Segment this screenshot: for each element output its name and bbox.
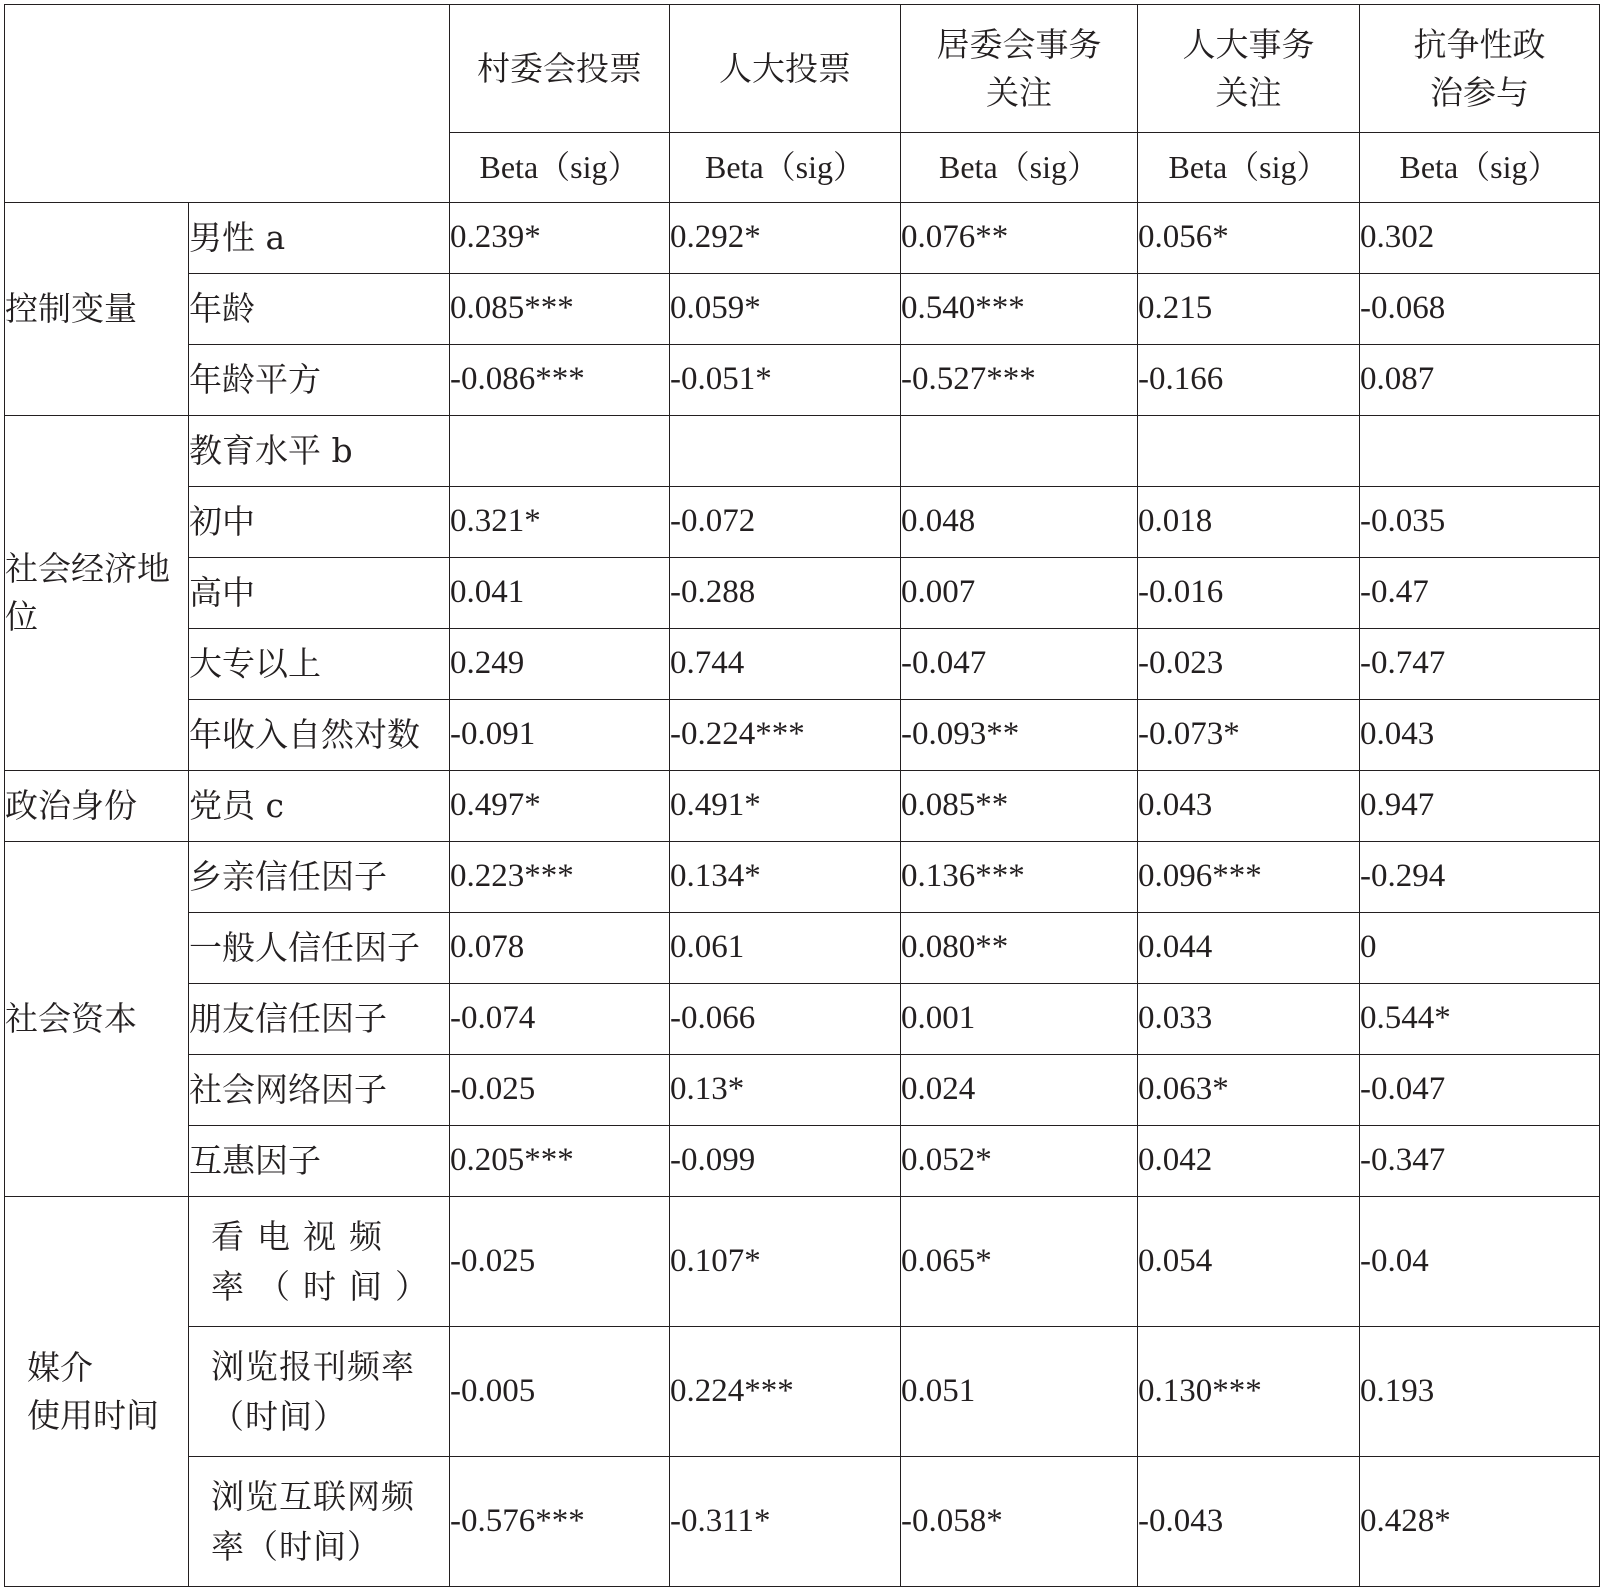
table-row	[5, 1197, 1600, 1327]
table-row	[5, 1327, 1600, 1457]
beta-value-cell: 0.056*	[1138, 203, 1360, 274]
variable-label: 年龄	[189, 274, 450, 345]
table-row	[5, 416, 1600, 487]
beta-value-cell: 0.033	[1138, 984, 1360, 1055]
beta-value-cell: -0.072	[670, 487, 901, 558]
beta-value-cell: 0.018	[1138, 487, 1360, 558]
table-header	[5, 5, 1600, 203]
beta-value-cell: -0.747	[1360, 629, 1600, 700]
beta-value-cell: -0.47	[1360, 558, 1600, 629]
beta-value-cell: -0.023	[1138, 629, 1360, 700]
table-row	[5, 274, 1600, 345]
beta-value-cell: 0.544*	[1360, 984, 1600, 1055]
column-header-resident-committee-attention: 居委会事务 关注	[901, 5, 1138, 133]
beta-value-cell: 0.007	[901, 558, 1138, 629]
beta-value-cell: -0.066	[670, 984, 901, 1055]
table-row	[5, 700, 1600, 771]
beta-value-cell: 0.491*	[670, 771, 901, 842]
beta-value-cell: -0.047	[901, 629, 1138, 700]
beta-value-cell: 0.054	[1138, 1197, 1360, 1327]
beta-value-cell: -0.025	[450, 1197, 670, 1327]
beta-value-cell: 0.063*	[1138, 1055, 1360, 1126]
table-row	[5, 984, 1600, 1055]
beta-value-cell: 0.107*	[670, 1197, 901, 1327]
table-row	[5, 1457, 1600, 1587]
beta-value-cell: -0.311*	[670, 1457, 901, 1587]
beta-value-cell: 0.048	[901, 487, 1138, 558]
beta-value-cell: 0.001	[901, 984, 1138, 1055]
beta-value-cell: 0.205***	[450, 1126, 670, 1197]
beta-value-cell: -0.091	[450, 700, 670, 771]
beta-value-cell: 0.076**	[901, 203, 1138, 274]
beta-value-cell: 0.239*	[450, 203, 670, 274]
variable-label: 互惠因子	[189, 1126, 450, 1197]
beta-value-cell: 0.136***	[901, 842, 1138, 913]
table-row	[5, 203, 1600, 274]
beta-value-cell: 0.428*	[1360, 1457, 1600, 1587]
table-row	[5, 913, 1600, 984]
beta-value-cell: 0.947	[1360, 771, 1600, 842]
table-row	[5, 842, 1600, 913]
beta-value-cell: 0.043	[1138, 771, 1360, 842]
beta-value-cell: 0.215	[1138, 274, 1360, 345]
beta-value-cell	[1360, 416, 1600, 487]
column-header-village-vote: 村委会投票	[450, 5, 670, 133]
beta-value-cell: 0.249	[450, 629, 670, 700]
beta-value-cell: -0.086***	[450, 345, 670, 416]
beta-value-cell: 0.024	[901, 1055, 1138, 1126]
beta-value-cell: 0.193	[1360, 1327, 1600, 1457]
beta-value-cell: 0.085**	[901, 771, 1138, 842]
group-control-variables: 控制变量	[5, 203, 189, 416]
beta-label: Beta（sig）	[1360, 133, 1600, 203]
regression-table	[4, 4, 1600, 1587]
variable-label: 高中	[189, 558, 450, 629]
column-header-npc-vote: 人大投票	[670, 5, 901, 133]
variable-label: 大专以上	[189, 629, 450, 700]
beta-value-cell: 0.292*	[670, 203, 901, 274]
beta-value-cell: -0.347	[1360, 1126, 1600, 1197]
beta-value-cell: 0.065*	[901, 1197, 1138, 1327]
beta-value-cell: -0.016	[1138, 558, 1360, 629]
beta-value-cell	[1138, 416, 1360, 487]
beta-value-cell: -0.288	[670, 558, 901, 629]
variable-label: 浏览互联网频率（时间）	[189, 1457, 450, 1587]
beta-value-cell: 0.043	[1360, 700, 1600, 771]
beta-value-cell: 0	[1360, 913, 1600, 984]
beta-value-cell: -0.043	[1138, 1457, 1360, 1587]
table-row	[5, 487, 1600, 558]
variable-label: 朋友信任因子	[189, 984, 450, 1055]
variable-label: 社会网络因子	[189, 1055, 450, 1126]
beta-value-cell: 0.061	[670, 913, 901, 984]
beta-value-cell: -0.099	[670, 1126, 901, 1197]
beta-value-cell: -0.068	[1360, 274, 1600, 345]
beta-value-cell: -0.005	[450, 1327, 670, 1457]
beta-value-cell: 0.085***	[450, 274, 670, 345]
table-row	[5, 629, 1600, 700]
beta-value-cell: 0.497*	[450, 771, 670, 842]
beta-value-cell: 0.302	[1360, 203, 1600, 274]
beta-value-cell: -0.527***	[901, 345, 1138, 416]
table-row	[5, 771, 1600, 842]
beta-value-cell: 0.096***	[1138, 842, 1360, 913]
table-body	[5, 203, 1600, 1587]
beta-value-cell: 0.059*	[670, 274, 901, 345]
variable-label: 一般人信任因子	[189, 913, 450, 984]
beta-value-cell: -0.051*	[670, 345, 901, 416]
variable-label: 党员 c	[189, 771, 450, 842]
beta-value-cell: -0.058*	[901, 1457, 1138, 1587]
group-socioeconomic-status: 社会经济地位	[5, 416, 189, 771]
beta-value-cell: 0.044	[1138, 913, 1360, 984]
variable-label: 年收入自然对数	[189, 700, 450, 771]
beta-value-cell: 0.078	[450, 913, 670, 984]
beta-value-cell: -0.025	[450, 1055, 670, 1126]
beta-value-cell: -0.035	[1360, 487, 1600, 558]
beta-value-cell: -0.047	[1360, 1055, 1600, 1126]
beta-value-cell: 0.041	[450, 558, 670, 629]
beta-value-cell: 0.080**	[901, 913, 1138, 984]
beta-value-cell: -0.224***	[670, 700, 901, 771]
beta-value-cell: 0.224***	[670, 1327, 901, 1457]
beta-value-cell: -0.074	[450, 984, 670, 1055]
beta-value-cell: 0.13*	[670, 1055, 901, 1126]
beta-value-cell: 0.134*	[670, 842, 901, 913]
beta-value-cell: -0.093**	[901, 700, 1138, 771]
table-row	[5, 1126, 1600, 1197]
beta-value-cell	[670, 416, 901, 487]
beta-value-cell: -0.576***	[450, 1457, 670, 1587]
beta-value-cell: 0.540***	[901, 274, 1138, 345]
beta-value-cell: 0.130***	[1138, 1327, 1360, 1457]
variable-label: 初中	[189, 487, 450, 558]
beta-value-cell: -0.04	[1360, 1197, 1600, 1327]
table-row	[5, 558, 1600, 629]
beta-label: Beta（sig）	[450, 133, 670, 203]
beta-value-cell: 0.052*	[901, 1126, 1138, 1197]
beta-label: Beta（sig）	[1138, 133, 1360, 203]
table-row	[5, 1055, 1600, 1126]
beta-value-cell: 0.744	[670, 629, 901, 700]
beta-value-cell: -0.294	[1360, 842, 1600, 913]
variable-label: 浏览报刊频率（时间）	[189, 1327, 450, 1457]
beta-label: Beta（sig）	[901, 133, 1138, 203]
table-row	[5, 345, 1600, 416]
header-corner-cell	[5, 5, 450, 203]
variable-label: 乡亲信任因子	[189, 842, 450, 913]
header-row-columns	[5, 5, 1600, 133]
beta-value-cell	[901, 416, 1138, 487]
beta-value-cell: 0.223***	[450, 842, 670, 913]
column-header-contentious-participation: 抗争性政 治参与	[1360, 5, 1600, 133]
beta-value-cell: -0.073*	[1138, 700, 1360, 771]
group-political-identity: 政治身份	[5, 771, 189, 842]
beta-value-cell	[450, 416, 670, 487]
beta-value-cell: -0.166	[1138, 345, 1360, 416]
variable-label: 男性 a	[189, 203, 450, 274]
beta-label: Beta（sig）	[670, 133, 901, 203]
group-social-capital: 社会资本	[5, 842, 189, 1197]
beta-value-cell: 0.087	[1360, 345, 1600, 416]
column-header-npc-affairs-attention: 人大事务 关注	[1138, 5, 1360, 133]
variable-label: 年龄平方	[189, 345, 450, 416]
group-media-use-time: 媒介 使用时间	[5, 1197, 189, 1587]
beta-value-cell: 0.051	[901, 1327, 1138, 1457]
variable-label: 教育水平 b	[189, 416, 450, 487]
beta-value-cell: 0.042	[1138, 1126, 1360, 1197]
variable-label: 看电视频率（时间）	[189, 1197, 450, 1327]
beta-value-cell: 0.321*	[450, 487, 670, 558]
